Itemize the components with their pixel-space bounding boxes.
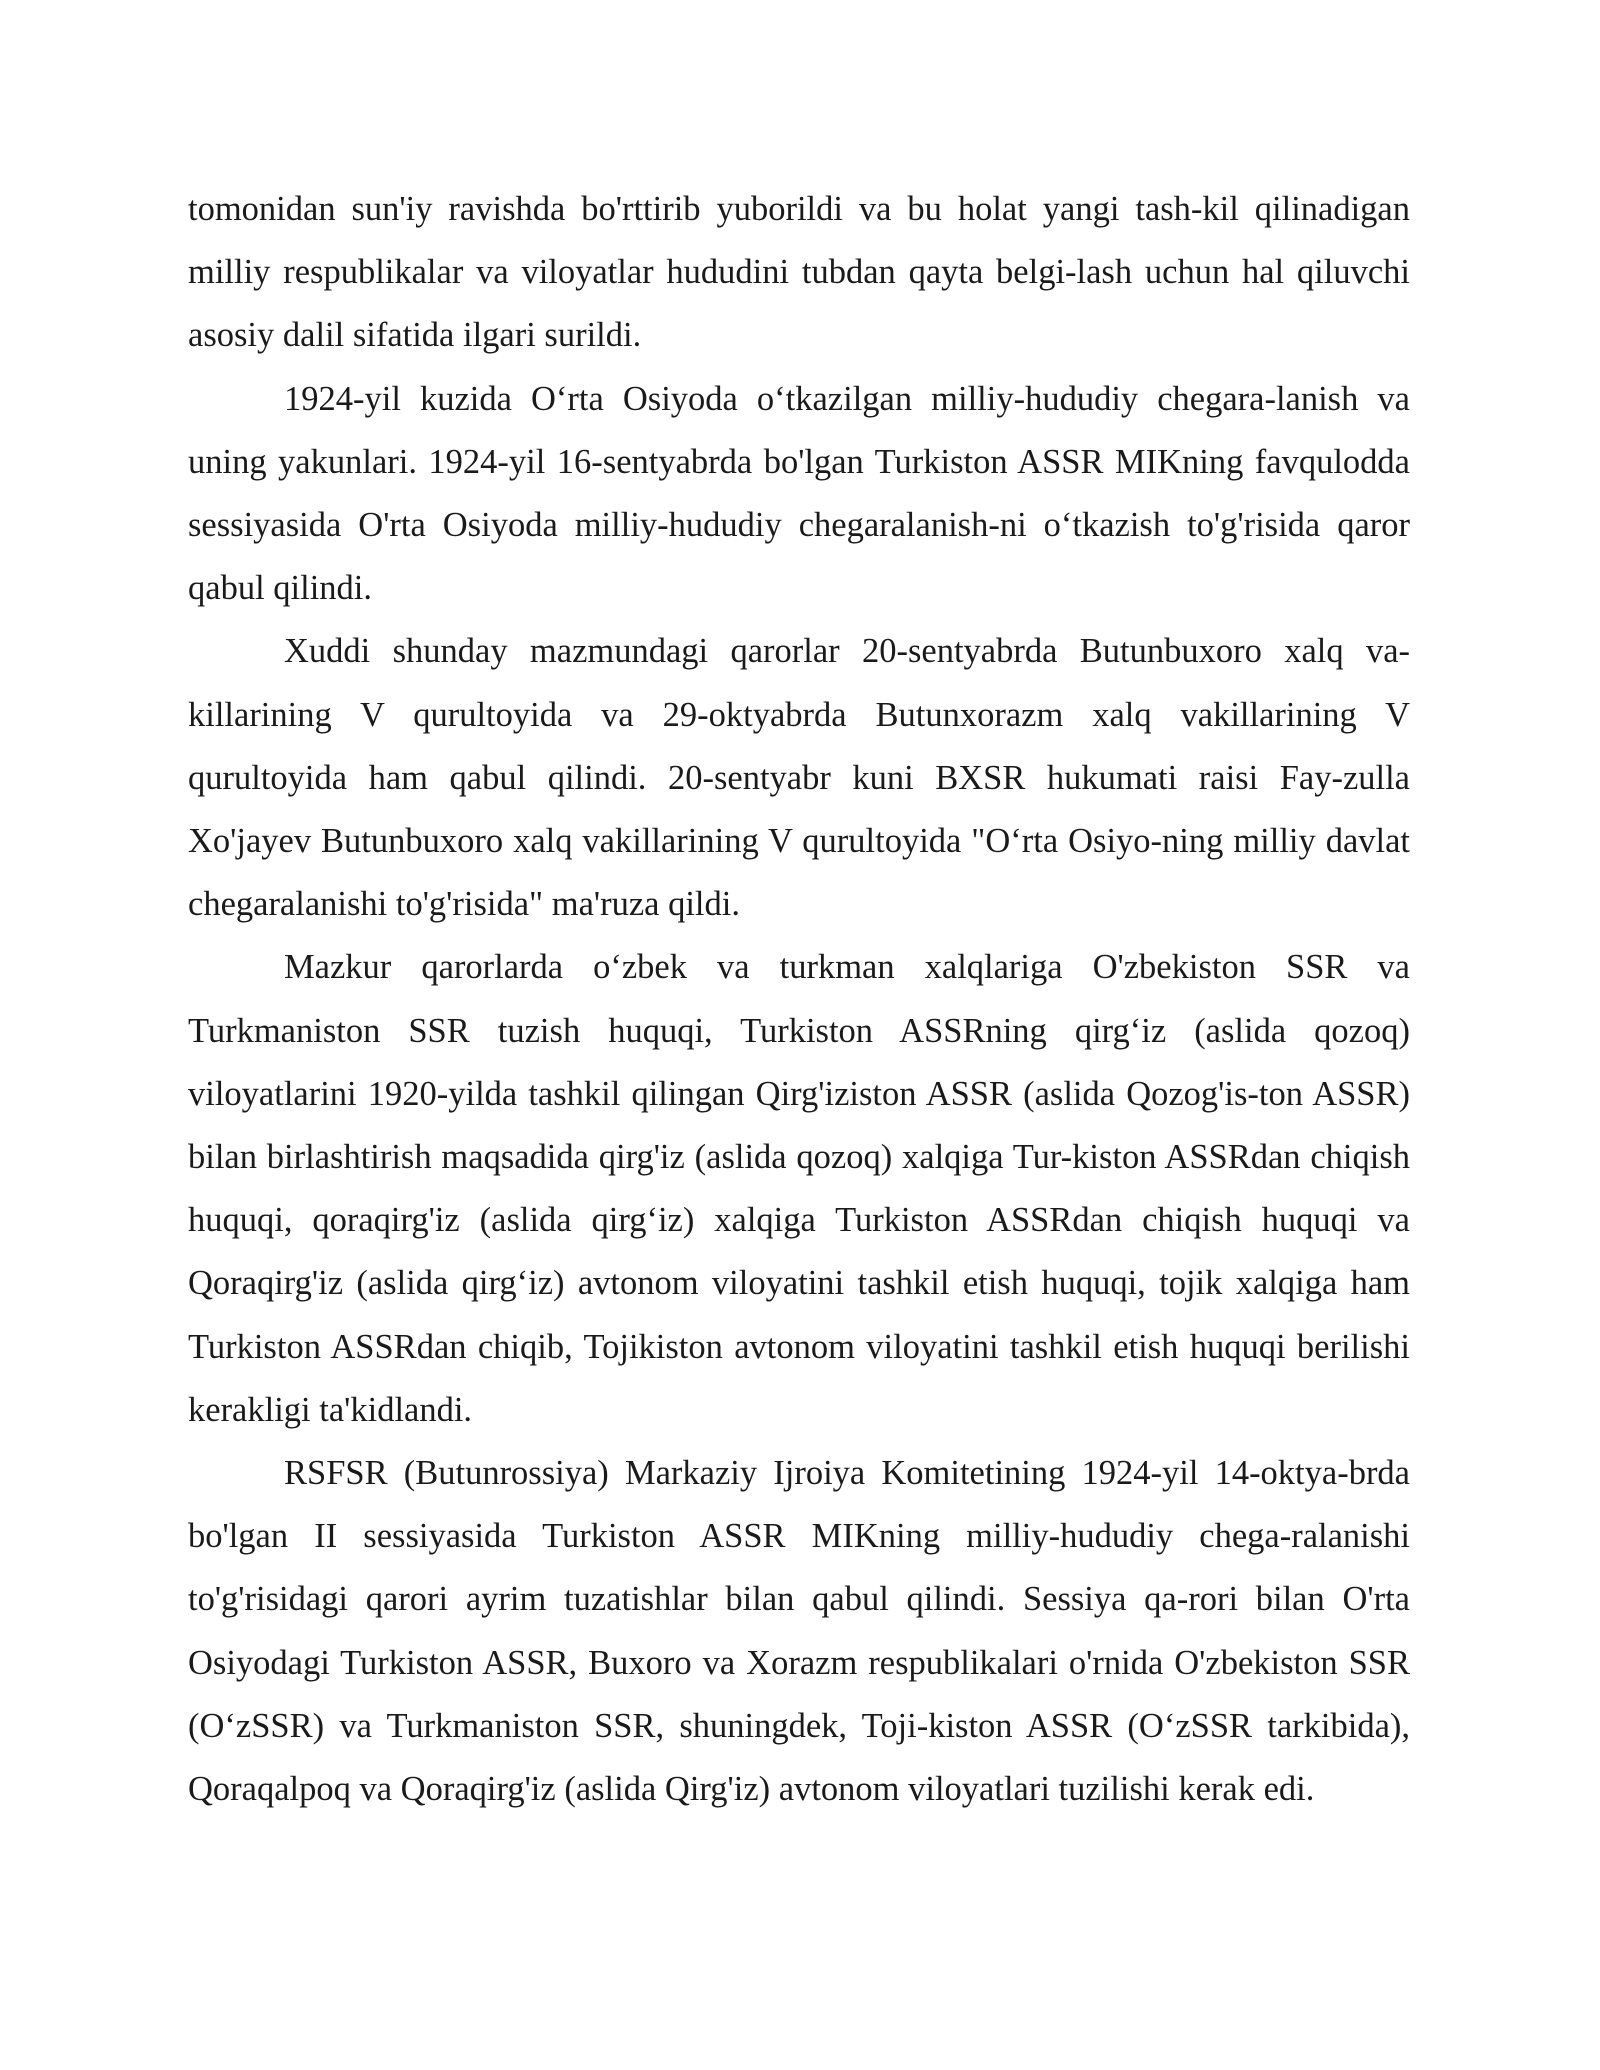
- paragraph-rights-granted: Mazkur qarorlarda o‘zbek va turkman xalqlariga O'zbekiston SSR va Turkmaniston SSR tuzish huquqi, Turkiston ASSRning qirg‘iz (aslida qozoq) viloyatlarini 1920-yilda tashkil qilingan Qirg'iziston ASSR (aslida Qozog'is-ton ASSR) bilan birlashtirish maqsadida qirg'iz (aslida qozoq) xalqiga Tur-kiston ASSRdan chiqish huquqi, qoraqirg'iz (aslida qirg‘iz) xalqiga Turkiston ASSRdan chiqish huquqi va Qoraqirg'iz (aslida qirg‘iz) avtonom viloyatini tashkil etish huquqi, tojik xalqiga ham Turkiston ASSRdan chiqib, Tojikiston avtonom viloyatini tashkil etish huquqi berilishi kerakligi ta'kidlandi.: [188, 948, 1410, 1429]
- paragraph-kurultai-decisions: Xuddi shunday mazmundagi qarorlar 20-sentyabrda Butunbuxoro xalq va-killarining V qurultoyida va 29-oktyabrda Butunxorazm xalq vakillarining V qurultoyida ham qabul qilindi. 20-sentyabr kuni BXSR hukumati raisi Fay-zulla Xo'jayev Butunbuxoro xalq vakillarining V qurultoyida "O‘rta Osiyo-ning milliy davlat chegaralanishi to'g'risida" ma'ruza qildi.: [188, 632, 1410, 924]
- paragraph-rsfsr-session: RSFSR (Butunrossiya) Markaziy Ijroiya Komitetining 1924-yil 14-oktya-brda bo'lgan II sessiyasida Turkiston ASSR MIKning milliy-hududiy chega-ralanishi to'g'risidagi qarori ayrim tuzatishlar bilan qabul qilindi. Sessiya qa-rori bilan O'rta Osiyodagi Turkiston ASSR, Buxoro va Xorazm respublikalari o'rnida O'zbekiston SSR (O‘zSSR) va Turkmaniston SSR, shuningdek, Toji-kiston ASSR (O‘zSSR tarkibida), Qoraqalpoq va Qoraqirg'iz (aslida Qirg'iz) avtonom viloyatlari tuzilishi kerak edi.: [188, 1454, 1410, 1809]
- document-body: [188, 178, 1410, 1821]
- paragraph-border-delimitation: 1924-yil kuzida O‘rta Osiyoda o‘tkazilgan milliy-hududiy chegara-lanish va uning yakunlari. 1924-yil 16-sentyabrda bo'lgan Turkiston ASSR MIKning favqulodda sessiyasida O'rta Osiyoda milliy-hududiy chegaralanish-ni o‘tkazish to'g'risida qaror qabul qilindi.: [188, 379, 1410, 608]
- paragraph-continuation: tomonidan sun'iy ravishda bo'rttirib yuborildi va bu holat yangi tash-kil qilinadigan milliy respublikalar va viloyatlar hududini tubdan qayta belgi-lash uchun hal qiluvchi asosiy dalil sifatida ilgari surildi.: [188, 190, 1410, 355]
